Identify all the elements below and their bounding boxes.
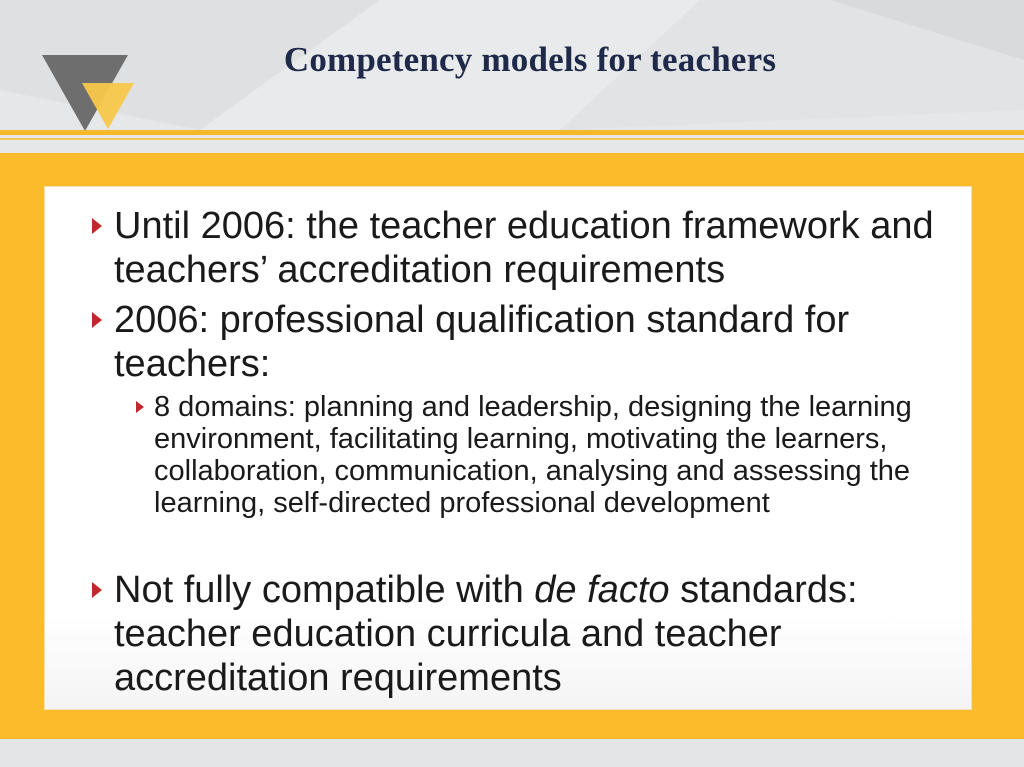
sub-bullet-text: 8 domains: planning and leadership, designing the learning environment, facilitating learning, motivating the learners, collaboration, communication, analysing and assessing the learning, self-directed professional development	[154, 391, 912, 519]
bullet-item	[114, 204, 954, 292]
bullet-text: Until 2006: the teacher education framework and teachers’ accreditation requirements	[114, 205, 934, 291]
bullet-text-part: Not fully compatible with	[114, 569, 535, 611]
triangle-logo-icon	[42, 55, 134, 131]
bottom-strip	[0, 739, 1024, 767]
triangle-bullet-icon	[92, 312, 102, 328]
header-divider-thin	[0, 138, 1024, 140]
page-title: Competency models for teachers	[283, 40, 777, 79]
bullet-text-part: standards: teacher education curricula and teacher accreditation requirements	[114, 569, 858, 699]
header-divider	[0, 130, 1024, 135]
content-panel	[44, 186, 972, 710]
triangle-bullet-icon	[92, 218, 102, 234]
triangle-bullet-icon	[136, 401, 144, 413]
slide-header	[0, 0, 1024, 132]
sub-bullet-item	[154, 391, 954, 519]
bullet-item	[114, 298, 954, 386]
bullet-text-emphasis: de facto	[534, 569, 670, 611]
triangle-bullet-icon	[92, 582, 102, 598]
bullet-text: 2006: professional qualification standard for teachers:	[114, 299, 850, 385]
bullet-item	[114, 568, 954, 700]
